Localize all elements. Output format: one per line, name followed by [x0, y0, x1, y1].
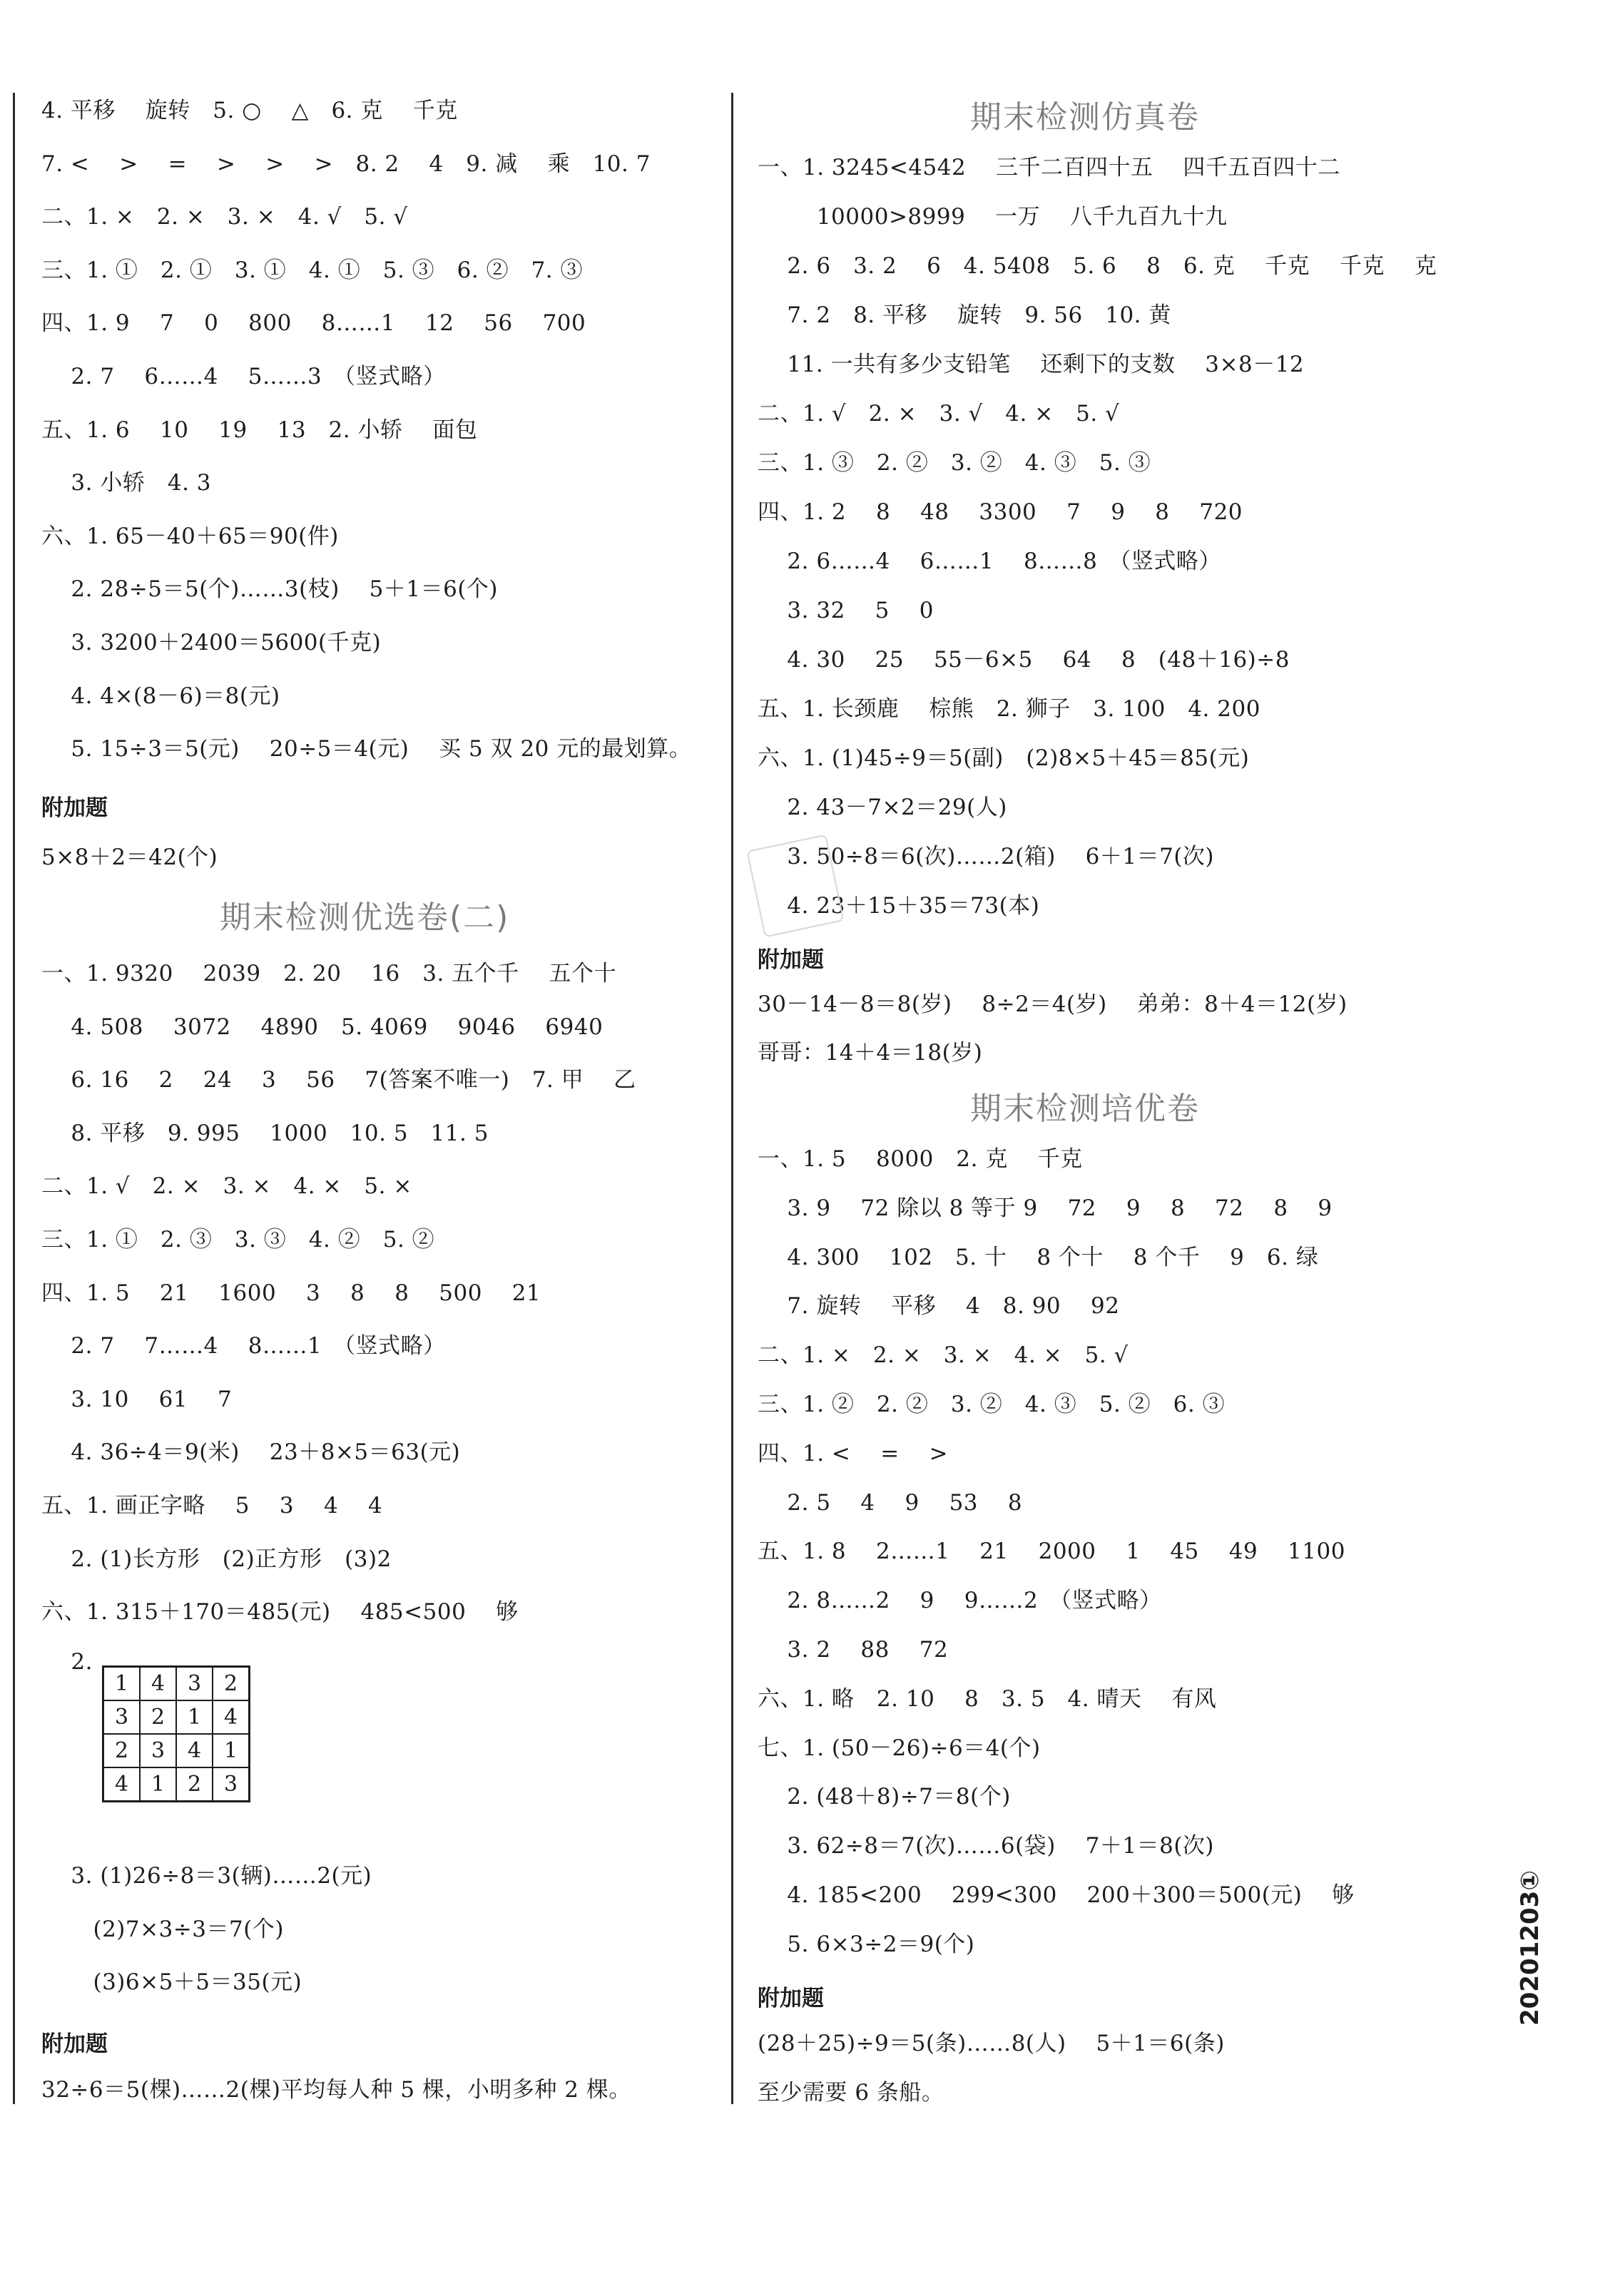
answer-line: 四、1. < = >: [758, 1440, 949, 1466]
bonus-answer-right-b-1: (28＋25)÷9＝5(条)……8(人) 5＋1＝6(条): [758, 2031, 1225, 2056]
answer-line: 三、1. ③ 2. ② 3. ② 4. ③ 5. ③: [758, 450, 1151, 476]
grid-cell: 3: [103, 1700, 141, 1734]
answer-line: 2. 6 3. 2 6 4. 5408 5. 6 8 6. 克 千克 千克 克: [758, 253, 1437, 279]
answer-line: (2)7×3÷3＝7(个): [41, 1916, 284, 1942]
section-title-advanced: 期末检测培优卷: [970, 1091, 1200, 1127]
answer-line: 2. 7 7……4 8……1 （竖式略）: [41, 1333, 446, 1359]
answer-line: 3. 3200＋2400＝5600(千克): [41, 630, 382, 655]
answer-line: 五、1. 8 2……1 21 2000 1 45 49 1100: [758, 1539, 1345, 1565]
answer-line: 4. 4×(8－6)＝8(元): [41, 683, 280, 709]
bonus-answer-right-a-2: 哥哥：14＋4＝18(岁): [758, 1040, 983, 1066]
answer-line: 3. 小轿 4. 3: [41, 470, 212, 496]
answer-line: 3. 50÷8＝6(次)……2(箱) 6＋1＝7(次): [758, 844, 1215, 869]
answer-line: 四、1. 2 8 48 3300 7 9 8 720: [758, 499, 1243, 525]
section-title-simulation: 期末检测仿真卷: [970, 99, 1200, 136]
answer-line: 3. (1)26÷8＝3(辆)……2(元): [41, 1863, 372, 1889]
answer-line: 五、1. 长颈鹿 棕熊 2. 狮子 3. 100 4. 200: [758, 696, 1260, 722]
bonus-heading-right-a: 附加题: [758, 947, 824, 973]
answer-line: 4. 30 25 55－6×5 64 8 (48＋16)÷8: [758, 647, 1290, 673]
answer-line: 2. 8……2 9 9……2 （竖式略）: [758, 1588, 1162, 1614]
answer-line: 六、1. (1)45÷9＝5(副) (2)8×5＋45＝85(元): [758, 745, 1250, 771]
answer-line: 3. 62÷8＝7(次)……6(袋) 7＋1＝8(次): [758, 1833, 1215, 1859]
bonus-answer-right-b-2: 至少需要 6 条船。: [758, 2080, 944, 2106]
answer-line: 11. 一共有多少支铅笔 还剩下的支数 3×8－12: [758, 352, 1305, 377]
grid-cell: 3: [213, 1767, 250, 1802]
grid-cell: 3: [140, 1734, 176, 1767]
answer-line: 3. 2 88 72: [758, 1637, 949, 1663]
answer-line: 五、1. 画正字略 5 3 4 4: [41, 1493, 383, 1519]
answer-line: 二、1. × 2. × 3. × 4. √ 5. √: [41, 204, 408, 230]
bonus-heading-left-c: 附加题: [41, 2031, 108, 2057]
grid-cell: 1: [140, 1767, 176, 1802]
answer-line: 4. 508 3072 4890 5. 4069 9046 6940: [41, 1014, 603, 1040]
answer-line: 一、1. 9320 2039 2. 20 16 3. 五个千 五个十: [41, 961, 617, 986]
answer-line: 4. 平移 旋转 5. ○ △ 6. 克 千克: [41, 98, 458, 123]
answer-line: 3. 10 61 7: [41, 1386, 233, 1412]
answer-line: 7. 旋转 平移 4 8. 90 92: [758, 1293, 1120, 1320]
answer-line: 2. (48＋8)÷7＝8(个): [758, 1784, 1011, 1810]
answer-line: 六、1. 315＋170＝485(元) 485<500 够: [41, 1599, 519, 1626]
answer-line: 3. 9 72 除以 8 等于 9 72 9 8 72 8 9: [758, 1195, 1333, 1221]
answer-line: 5. 15÷3＝5(元) 20÷5＝4(元) 买 5 双 20 元的最划算。: [41, 736, 692, 762]
bonus-heading-left-a: 附加题: [41, 795, 108, 821]
answer-line: 四、1. 5 21 1600 3 8 8 500 21: [41, 1280, 541, 1306]
grid-cell: 4: [176, 1734, 213, 1767]
column-divider: [731, 93, 733, 2104]
grid-cell: 1: [176, 1700, 213, 1734]
answer-line: 3. 32 5 0: [758, 598, 934, 623]
grid-cell: 3: [176, 1667, 213, 1701]
grid-cell: 2: [213, 1667, 250, 1701]
answer-line: 六、1. 略 2. 10 8 3. 5 4. 晴天 有风: [758, 1685, 1217, 1712]
grid-cell: 4: [103, 1767, 141, 1802]
grid-cell: 1: [103, 1667, 141, 1701]
answer-line: 三、1. ② 2. ② 3. ② 4. ③ 5. ② 6. ③: [758, 1392, 1226, 1417]
answer-line: 8. 平移 9. 995 1000 10. 5 11. 5: [41, 1120, 489, 1146]
answer-line: 五、1. 6 10 19 13 2. 小轿 面包: [41, 417, 478, 443]
answer-line: 七、1. (50－26)÷6＝4(个): [758, 1735, 1041, 1761]
answer-line: 2. 6……4 6……1 8……8 （竖式略）: [758, 549, 1221, 574]
bonus-answer-left-a: 5×8＋2＝42(个): [41, 845, 218, 870]
grid-cell: 2: [140, 1700, 176, 1734]
answer-line: 7. < > = > > > 8. 2 4 9. 减 乘 10. 7: [41, 150, 651, 177]
answer-line: 4. 300 102 5. 十 8 个十 8 个千 9 6. 绿: [758, 1244, 1319, 1270]
answer-line: 2. (1)长方形 (2)正方形 (3)2: [41, 1546, 392, 1572]
grid-cell: 4: [140, 1667, 176, 1701]
answer-line: 4. 185<200 299<300 200＋300＝500(元) 够: [758, 1882, 1355, 1908]
left-margin-rule: [13, 93, 15, 2104]
answer-line: 四、1. 9 7 0 800 8……1 12 56 700: [41, 310, 586, 337]
bonus-answer-left-c: 32÷6＝5(棵)……2(棵)平均每人种 5 棵，小明多种 2 棵。: [41, 2077, 631, 2103]
section-title-excellent-2: 期末检测优选卷(二): [220, 899, 510, 936]
answer-line: 2. 7 6……4 5……3 （竖式略）: [41, 364, 446, 389]
answer-line: 5. 6×3÷2＝9(个): [758, 1931, 975, 1957]
answer-line: 10000>8999 一万 八千九百九十九: [758, 204, 1228, 230]
answer-line: 2. 5 4 9 53 8: [758, 1489, 1023, 1516]
page-code: 20201203①: [1516, 1869, 1544, 2026]
grid-cell: 1: [213, 1734, 250, 1767]
answer-line: 二、1. × 2. × 3. × 4. × 5. √: [758, 1342, 1129, 1369]
answer-line: 2. 43－7×2＝29(人): [758, 795, 1007, 820]
answer-line: 六、1. 65－40＋65＝90(件): [41, 523, 339, 549]
answer-line: 三、1. ① 2. ③ 3. ③ 4. ② 5. ②: [41, 1227, 435, 1252]
grid-cell: 2: [103, 1734, 141, 1767]
answer-line: 一、1. 5 8000 2. 克 千克: [758, 1146, 1083, 1172]
answer-line: 4. 23＋15＋35＝73(本): [758, 893, 1040, 919]
answer-line: (3)6×5＋5＝35(元): [41, 1969, 302, 1996]
bonus-answer-right-a-1: 30－14－8＝8(岁) 8÷2＝4(岁) 弟弟：8＋4＝12(岁): [758, 991, 1348, 1017]
answer-line: 一、1. 3245<4542 三千二百四十五 四千五百四十二: [758, 155, 1340, 180]
number-grid: [102, 1665, 250, 1802]
answer-line: 7. 2 8. 平移 旋转 9. 56 10. 黄: [758, 302, 1171, 328]
answer-line: 6. 16 2 24 3 56 7(答案不唯一) 7. 甲 乙: [41, 1067, 636, 1093]
answer-line: 4. 36÷4＝9(米) 23＋8×5＝63(元): [41, 1439, 461, 1466]
answer-line: 二、1. √ 2. × 3. × 4. × 5. ×: [41, 1173, 412, 1200]
grid-cell: 4: [213, 1700, 250, 1734]
answer-line: 三、1. ① 2. ① 3. ① 4. ① 5. ③ 6. ② 7. ③: [41, 257, 584, 283]
answer-line: 二、1. √ 2. × 3. √ 4. × 5. √: [758, 401, 1120, 427]
grid-cell: 2: [176, 1767, 213, 1802]
answer-line: 2. 28÷5＝5(个)……3(枝) 5＋1＝6(个): [41, 576, 499, 603]
grid-label: 2.: [41, 1649, 93, 1675]
bonus-heading-right-b: 附加题: [758, 1986, 824, 2011]
